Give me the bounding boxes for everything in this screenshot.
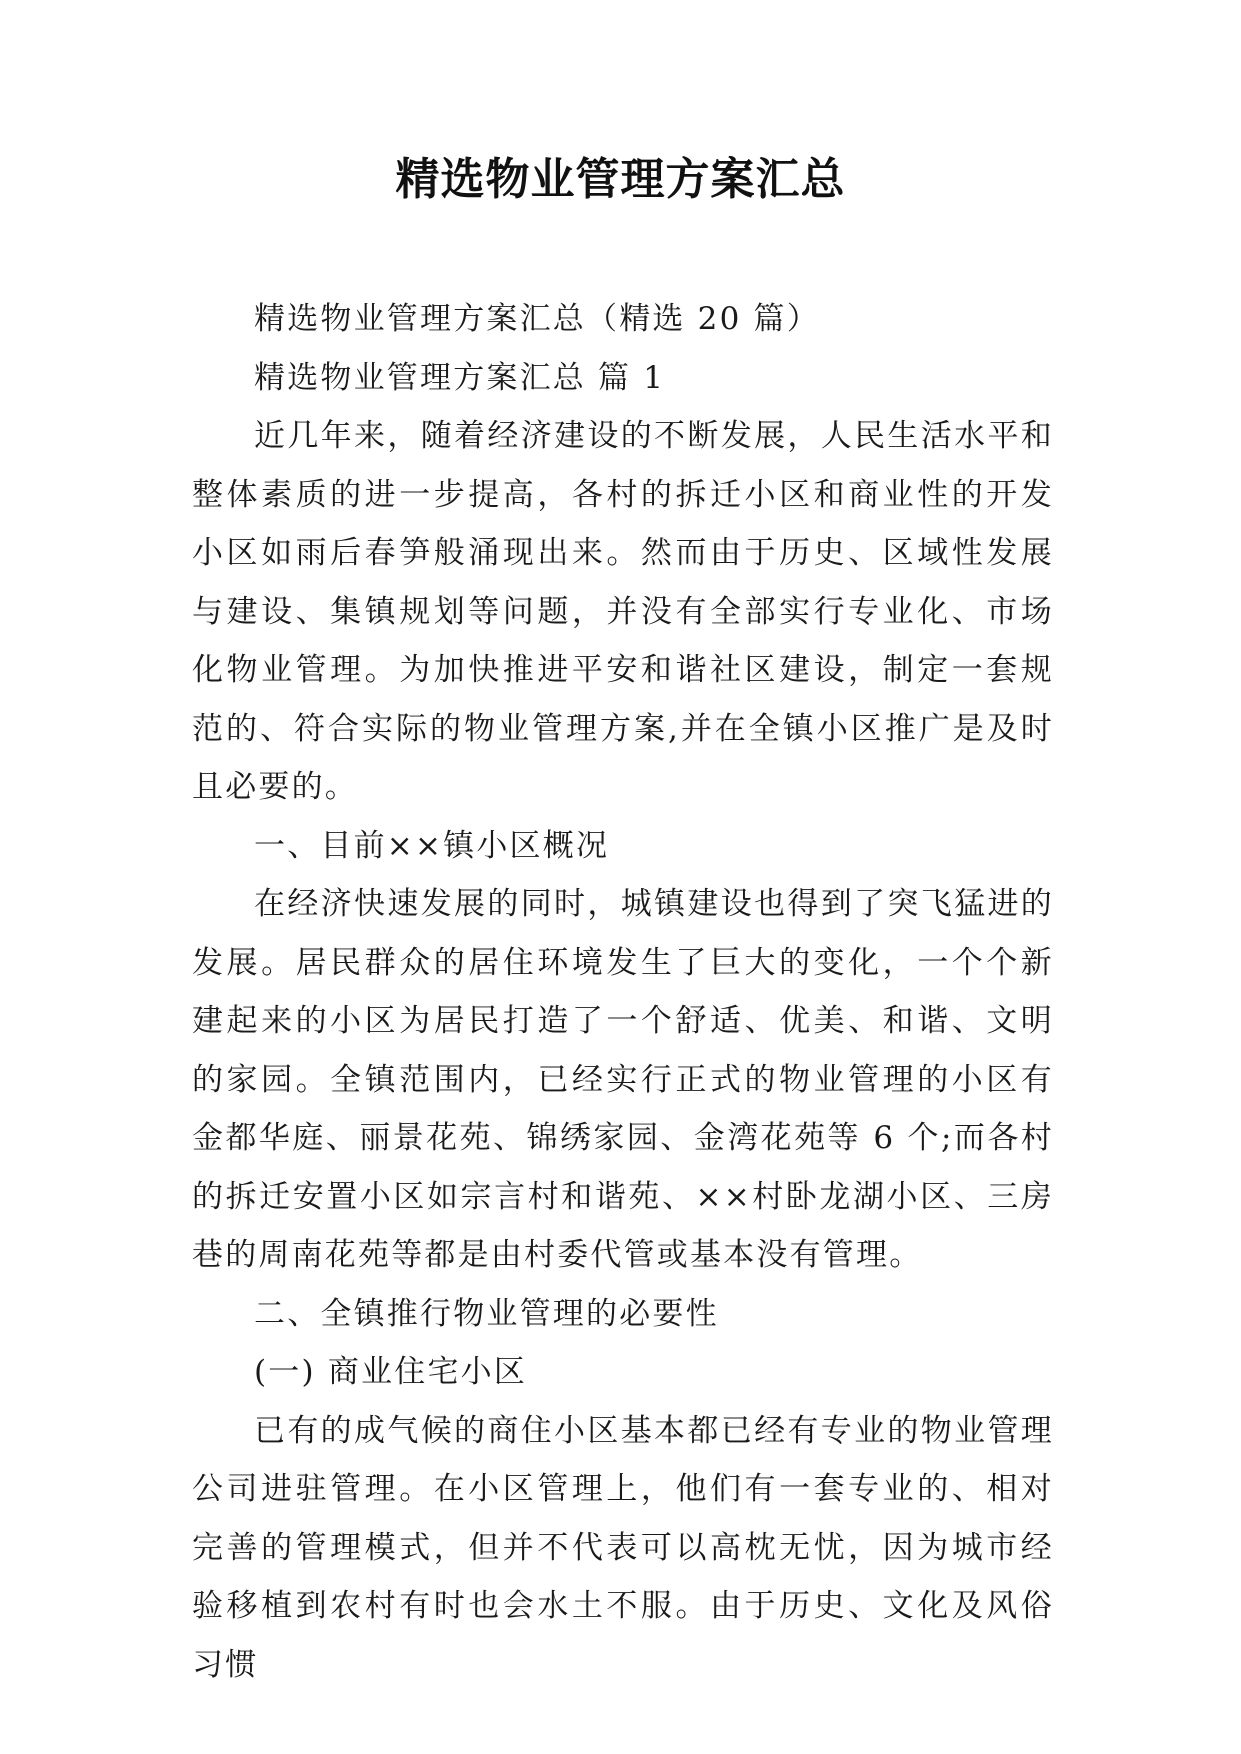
- paragraph-commercial: 已有的成气候的商住小区基本都已经有专业的物业管理公司进驻管理。在小区管理上，他们有一套专业的、相对完善的管理模式，但并不代表可以高枕无忧，因为城市经验移植到农村有时也会水土不服。由于历史、文化及风俗习惯: [192, 1412, 1054, 1683]
- paragraph-intro: 近几年来，随着经济建设的不断发展，人民生活水平和整体素质的进一步提高，各村的拆迁小区和商业性的开发小区如雨后春笋般涌现出来。然而由于历史、区域性发展与建设、集镇规划等问题，并没有全部实行专业化、市场化物业管理。为加快推进平安和谐社区建设，制定一套规范的、符合实际的物业管理方案,并在全镇小区推广是及时且必要的。: [192, 418, 1054, 805]
- document-title: 精选物业管理方案汇总: [395, 154, 846, 205]
- paragraph-subtitle: 精选物业管理方案汇总（精选 20 篇）: [254, 301, 820, 337]
- paragraph-section-heading: 精选物业管理方案汇总 篇 1: [254, 359, 666, 396]
- heading-overview: 一、目前××镇小区概况: [254, 827, 610, 864]
- subheading-commercial: (一) 商业住宅小区: [254, 1354, 528, 1390]
- document-body: [192, 290, 1054, 1694]
- heading-necessity: 二、全镇推行物业管理的必要性: [254, 1295, 719, 1332]
- paragraph-overview: 在经济快速发展的同时，城镇建设也得到了突飞猛进的发展。居民群众的居住环境发生了巨大的变化，一个个新建起来的小区为居民打造了一个舒适、优美、和谐、文明的家园。全镇范围内，已经实行正式的物业管理的小区有金都华庭、丽景花苑、锦绣家园、金湾花苑等 6 个;而各村的拆迁安置小区如宗言村和谐苑、××村卧龙湖小区、三房巷的周南花苑等都是由村委代管或基本没有管理。: [192, 886, 1054, 1273]
